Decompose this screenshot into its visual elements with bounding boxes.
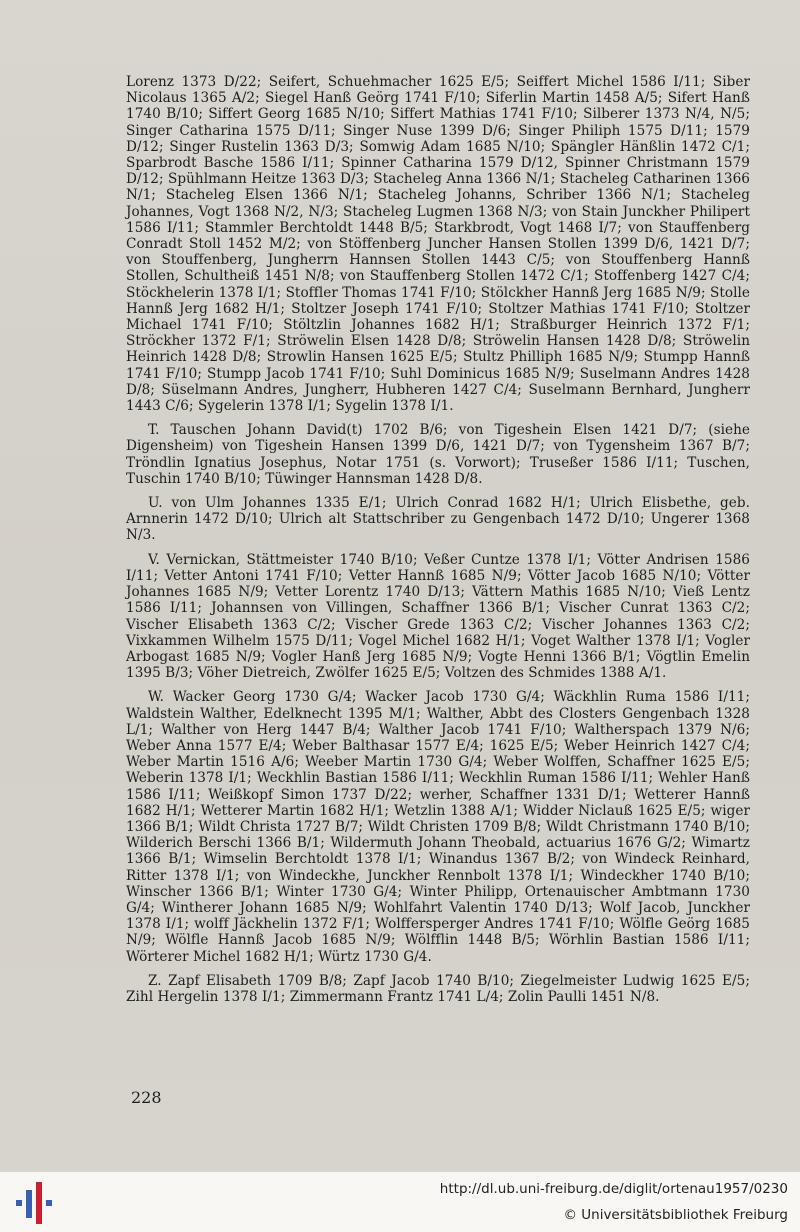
copyright-notice: © Universitätsbibliothek Freiburg bbox=[563, 1207, 788, 1223]
paragraph-s-continued: Lorenz 1373 D/22; Seifert, Schuehmacher 1625 E/5; Seiffert Michel 1586 I/11; Siber Nicolaus 1365 A/2; Siegel Hanß Geörg 1741 F/10; Siferlin Martin 1458 A/5; Sifert Hanß 1740 B/10; Siffert Georg 1685 N/10; Siffert Mathias 1741 F/10; Silberer 1373 N/4, N/5; Singer Catharina 1575 D/11; Singer Nuse 1399 D/6; Singer Philiph 1575 D/11; 1579 D/12; Singer Rustelin 1363 D/3; Somwig Adam 1685 N/10; Spängler Hänßlin 1472 C/1; Sparbrodt Basche 1586 I/11; Spinner Catharina 1579 D/12, Spinner Christmann 1579 D/12; Spühlmann Heitze 1363 D/3; Stacheleg Anna 1366 N/1; Stacheleg Catharinen 1366 N/1; Stacheleg Elsen 1366 N/1; Stacheleg Johanns, Schriber 1366 N/1; Stacheleg Johannes, Vogt 1368 N/2, N/3; Stacheleg Lugmen 1368 N/3; von Stain Junckher Philipert 1586 I/11; Stammler Berchtoldt 1448 B/5; Starkbrodt, Vogt 1468 I/7; von Stauffenberg Conradt Stoll 1452 M/2; von Stöffenberg Juncher Hansen Stollen 1399 D/6, 1421 D/7; von Stouffenberg, Jungherrn Hannsen Stollen 1443 C/5; von Stouffenberg Hannß Stollen, Schultheiß 1451 N/8; von Stauffenberg Stollen 1472 C/1; Stoffenberg 1427 C/4; Stöckhelerin 1378 I/1; Stoffler Thomas 1741 F/10; Stölckher Hannß Jerg 1685 N/9; Stolle Hannß Jerg 1682 H/1; Stoltzer Joseph 1741 F/10; Stoltzer Mathias 1741 F/10; Stoltzer Michael 1741 F/10; Stöltzlin Johannes 1682 H/1; Straßburger Heinrich 1372 F/1; Ströckher 1372 F/1; Ströwelin Elsen 1428 D/8; Ströwelin Hansen 1428 D/8; Ströwelin Heinrich 1428 D/8; Strowlin Hansen 1625 E/5; Stultz Philliph 1685 N/9; Stumpp Hannß 1741 F/10; Stumpp Jacob 1741 F/10; Suhl Dominicus 1685 N/9; Suselmann Andres 1428 D/8; Süselmann Andres, Jungherr, Hubheren 1427 C/4; Suselmann Bernhard, Jungherr 1443 C/6; Sygelerin 1378 I/1; Sygelin 1378 I/1. bbox=[126, 74, 750, 415]
paragraph-t: T. Tauschen Johann David(t) 1702 B/6; von Tigeshein Elsen 1421 D/7; (siehe Digensheim) von Tigeshein Hansen 1399 D/6, 1421 D/7; von Tygensheim 1367 B/7; Tröndlin Ignatius Josephus, Notar 1751 (s. Vorwort); Truseßer 1586 I/11; Tuschen, Tuschin 1740 B/10; Tüwinger Hannsman 1428 D/8. bbox=[126, 422, 750, 487]
footer-bar bbox=[0, 1172, 800, 1232]
source-url-link[interactable]: http://dl.ub.uni-freiburg.de/diglit/ortenau1957/0230 bbox=[439, 1181, 788, 1197]
paragraph-z: Z. Zapf Elisabeth 1709 B/8; Zapf Jacob 1740 B/10; Ziegelmeister Ludwig 1625 E/5; Zihl Hergelin 1378 I/1; Zimmermann Frantz 1741 L/4; Zolin Paulli 1451 N/8. bbox=[126, 972, 750, 1005]
paragraph-w: W. Wacker Georg 1730 G/4; Wacker Jacob 1730 G/4; Wäckhlin Ruma 1586 I/11; Waldstein Walther, Edelknecht 1395 M/1; Walther, Abbt des Closters Gengenbach 1328 L/1; Walther von Herg 1447 B/4; Walther Jacob 1741 F/10; Waltherspach 1379 N/6; Weber Anna 1577 E/4; Weber Balthasar 1577 E/4; 1625 E/5; Weber Heinrich 1427 C/4; Weber Martin 1516 A/6; Weeber Martin 1730 G/4; Weber Wolffen, Schaffner 1625 E/5; Weberin 1378 I/1; Weckhlin Bastian 1586 I/11; Weckhlin Ruman 1586 I/11; Wehler Hanß 1586 I/11; Weißkopf Simon 1737 D/22; werher, Schaffner 1331 D/1; Wetterer Hannß 1682 H/1; Wetterer Martin 1682 H/1; Wetzlin 1388 A/1; Widder Niclauß 1625 E/5; wiger 1366 B/1; Wildt Christa 1727 B/7; Wildt Christen 1709 B/8; Wildt Christmann 1740 B/10; Wilderich Berschi 1366 B/1; Wildermuth Johann Theobald, actuarius 1676 G/2; Wimartz 1366 B/1; Wimselin Berchtoldt 1378 I/1; Winandus 1367 B/2; von Windeck Reinhard, Ritter 1378 I/1; von Windeckhe, Junckher Rennbolt 1378 I/1; Windeckher 1740 B/10; Winscher 1366 B/1; Winter 1730 G/4; Winter Philipp, Ortenauischer Ambtmann 1730 G/4; Wintherer Johann 1685 N/9; Wohlfahrt Valentin 1740 D/13; Wolf Jacob, Junckher 1378 I/1; wolff Jäckhelin 1372 F/1; Wolffersperger Andres 1741 F/10; Wölfle Geörg 1685 N/9; Wölfle Hannß Jacob 1685 N/9; Wölfflin 1448 B/5; Wörhlin Bastian 1586 I/11; Wörterer Michel 1682 H/1; Würtz 1730 G/4. bbox=[126, 689, 750, 965]
paragraph-u: U. von Ulm Johannes 1335 E/1; Ulrich Conrad 1682 H/1; Ulrich Elisbethe, geb. Arnnerin 1472 D/10; Ulrich alt Stattschriber zu Gengenbach 1472 D/10; Ungerer 1368 N/3. bbox=[126, 495, 750, 544]
page-number: 228 bbox=[131, 1088, 162, 1107]
ub-freiburg-logo-icon bbox=[14, 1182, 54, 1224]
index-text-block bbox=[126, 74, 750, 1013]
paragraph-v: V. Vernickan, Stättmeister 1740 B/10; Veßer Cuntze 1378 I/1; Vötter Andrisen 1586 I/11; Vetter Antoni 1741 F/10; Vetter Hannß 1685 N/9; Vötter Jacob 1685 N/10; Vötter Johannes 1685 N/9; Vetter Lorentz 1740 D/13; Vättern Mathis 1685 N/10; Vieß Lentz 1586 I/11; Johannsen von Villingen, Schaffner 1366 B/1; Vischer Cunrat 1363 C/2; Vischer Elisabeth 1363 C/2; Vischer Grede 1363 C/2; Vischer Johannes 1363 C/2; Vixkammen Wilhelm 1575 D/11; Vogel Michel 1682 H/1; Voget Walther 1378 I/1; Vogler Arbogast 1685 N/9; Vogler Hanß Jerg 1685 N/9; Vogte Henni 1366 B/1; Vögtlin Emelin 1395 B/3; Vöher Dietreich, Zwölfer 1625 E/5; Voltzen des Schmides 1388 A/1. bbox=[126, 551, 750, 682]
